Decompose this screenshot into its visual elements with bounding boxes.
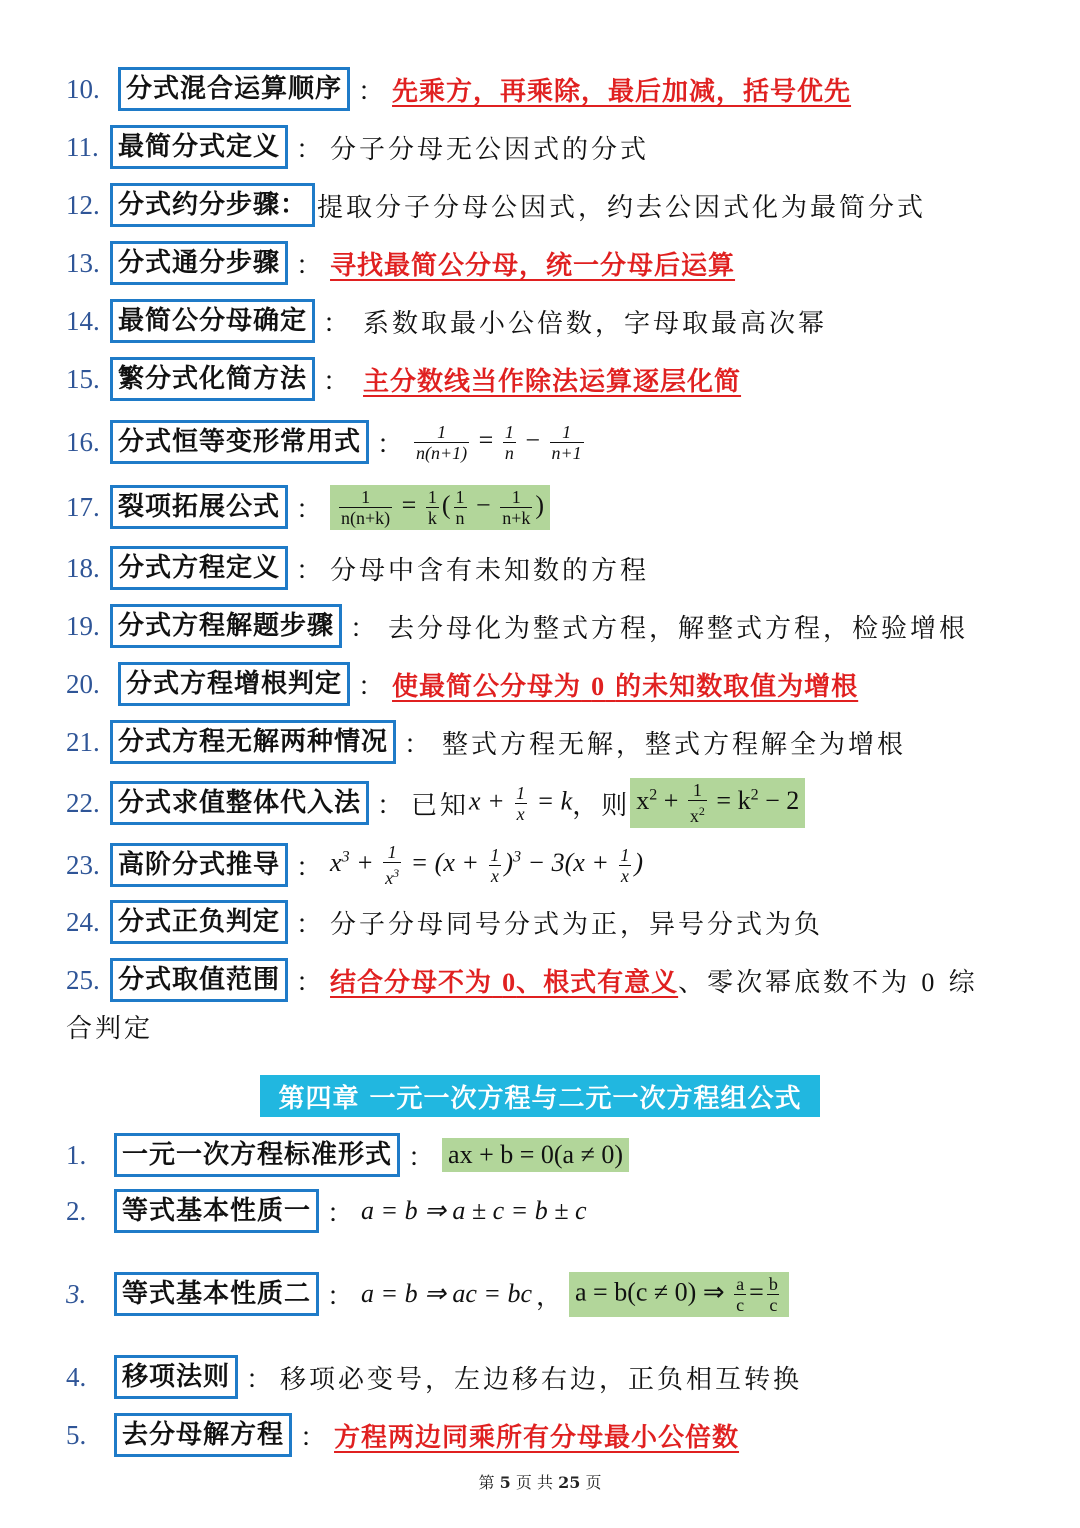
text-given: 已知 bbox=[411, 790, 470, 821]
chapter-item-5: 5. 去分母解方程 ： 方程两边同乘所有分母最小公倍数 bbox=[66, 1413, 1040, 1457]
item-18: 18. 分式方程定义 ： 分母中含有未知数的方程 bbox=[66, 546, 1040, 590]
item-desc: 移项必变号，左边移右边，正负相互转换 bbox=[280, 1364, 803, 1395]
item-term: 最简分式定义 bbox=[110, 125, 288, 169]
item-number: 25. bbox=[66, 964, 100, 995]
property-two-formula: a = b ⇒ ac = bc bbox=[361, 1279, 532, 1308]
item-17: 17. 裂项拓展公式 ： $\frac{1}{n(n+k)}$ = $\frac{1}{k}$ ( $\frac{1}{n}$ − $\frac{1}{n+k}$ ) bbox=[66, 480, 1040, 534]
item-desc: 、零次幂底数不为 0 综 bbox=[678, 967, 978, 998]
item-term: 等式基本性质二 bbox=[114, 1272, 319, 1316]
item-number: 5. bbox=[66, 1419, 87, 1450]
item-term: 分式方程定义 bbox=[110, 546, 288, 590]
item-number: 24. bbox=[66, 906, 100, 937]
standard-form-formula: ax + b = 0(a ≠ 0) bbox=[442, 1138, 629, 1172]
item-16: 16. 分式恒等变形常用式 ： $\frac{1}{n(n+1)}$ = $\frac{1}{n}$ − $\frac{1}{n+1}$ bbox=[66, 415, 1040, 469]
property-one-formula: a = b ⇒ a ± c = b ± c bbox=[361, 1196, 587, 1225]
item-number: 23. bbox=[66, 849, 100, 880]
page-footer: 第 5 页 共 25 页 bbox=[478, 1473, 602, 1492]
item-number: 10. bbox=[66, 73, 100, 104]
item-11: 11. 最简分式定义 ： 分子分母无公因式的分式 bbox=[66, 125, 1040, 169]
fraction: $\frac{1}{n(n+1)}$ bbox=[416, 421, 468, 463]
property-two-division: a = b(c ≠ 0) ⇒ $\frac{a}{c}$ = $\frac{b}{c}$ bbox=[569, 1272, 789, 1317]
item-21: 21. 分式方程无解两种情况 ： 整式方程无解，整式方程解全为增根 bbox=[66, 720, 1040, 764]
item-25: 25. 分式取值范围 ： 结合分母不为 0、根式有意义 、零次幂底数不为 0 综 bbox=[66, 958, 1040, 1002]
item-number: 18. bbox=[66, 552, 100, 583]
item-term: 分式通分步骤 bbox=[110, 241, 288, 285]
item-number: 1. bbox=[66, 1139, 87, 1170]
item-term: 分式取值范围 bbox=[110, 958, 288, 1002]
item-number: 4. bbox=[66, 1361, 87, 1392]
chapter-item-4: 4. 移项法则 ： 移项必变号，左边移右边，正负相互转换 bbox=[66, 1355, 1040, 1399]
item-14: 14. 最简公分母确定 ： 系数取最小公倍数，字母取最高次幂 bbox=[66, 299, 1040, 343]
item-number: 21. bbox=[66, 726, 100, 757]
item-desc-red: 结合分母不为 0、根式有意义 bbox=[330, 967, 679, 998]
item-term: 分式约分步骤： bbox=[110, 183, 315, 227]
item-desc: 主分数线当作除法运算逐层化简 bbox=[363, 366, 742, 397]
chapter-item-1: 1. 一元一次方程标准形式 ： ax + b = 0(a ≠ 0) bbox=[66, 1131, 1040, 1179]
item-number: 13. bbox=[66, 247, 100, 278]
item-term: 最简公分母确定 bbox=[110, 299, 315, 343]
fraction: $\frac{1}{n(n+k)}$ bbox=[341, 486, 391, 528]
item-desc: 使最简公分母为 0 的未知数取值为增根 bbox=[392, 671, 859, 702]
item-number: 15. bbox=[66, 363, 100, 394]
item-23: 23. 高阶分式推导 ： $x^3$ + $\frac{1}{x^3}$ = (x + $\frac{1}{x}$ )$^3$ − 3(x + $\frac{1}{x}$ ) bbox=[66, 842, 644, 888]
item-19: 19. 分式方程解题步骤 ： 去分母化为整式方程，解整式方程，检验增根 bbox=[66, 604, 1040, 648]
item-desc: 分子分母无公因式的分式 bbox=[330, 134, 650, 165]
item-term: 去分母解方程 bbox=[114, 1413, 292, 1457]
fraction: $\frac{1}{n+1}$ bbox=[551, 421, 582, 463]
chapter-item-2: 2. 等式基本性质一 ： a = b ⇒ a ± c = b ± c bbox=[66, 1189, 1040, 1233]
fraction: $\frac{1}{n}$ bbox=[455, 486, 465, 528]
item-number: 14. bbox=[66, 305, 100, 336]
cube-formula: $x^3$ + $\frac{1}{x^3}$ = (x + $\frac{1}{x}$ )$^3$ − 3(x + $\frac{1}{x}$ ) bbox=[330, 842, 644, 888]
item-term: 分式方程解题步骤 bbox=[110, 604, 342, 648]
chapter-title: 第四章 一元一次方程与二元一次方程组公式 bbox=[260, 1075, 820, 1117]
item-number: 20. bbox=[66, 668, 100, 699]
item-desc: 先乘方，再乘除，最后加减，括号优先 bbox=[392, 76, 852, 107]
item-15: 15. 繁分式化简方法 ： 主分数线当作除法运算逐层化简 bbox=[66, 357, 1040, 401]
item-term: 分式求值整体代入法 bbox=[110, 781, 369, 825]
item-term: 等式基本性质一 bbox=[114, 1189, 319, 1233]
item-24: 24. 分式正负判定 ： 分子分母同号分式为正，异号分式为负 bbox=[66, 900, 1040, 944]
item-term: 裂项拓展公式 bbox=[110, 485, 288, 529]
item-desc: 寻找最简公分母，统一分母后运算 bbox=[330, 250, 736, 281]
item-desc: 系数取最小公倍数，字母取最高次幂 bbox=[363, 308, 828, 339]
item-number: 16. bbox=[66, 426, 100, 457]
item-number: 11. bbox=[66, 131, 99, 162]
item-number: 19. bbox=[66, 610, 100, 641]
item-25-continuation: 合判定 bbox=[66, 1014, 154, 1044]
item-number: 2. bbox=[66, 1195, 87, 1226]
item-22: 22. 分式求值整体代入法 ： 已知 x + $\frac{1}{x}$ = k ，则 $x^2$ + $\frac{1}{x^2}$ = $k^2 - 2$ bbox=[66, 776, 1040, 830]
item-12 bbox=[66, 183, 1040, 227]
result-formula: $x^2$ + $\frac{1}{x^2}$ = $k^2 - 2$ bbox=[630, 778, 805, 828]
item-term: 移项法则 bbox=[114, 1355, 238, 1399]
identity-formula: $\frac{1}{n(n+1)}$ = $\frac{1}{n}$ − $\frac{1}{n+1}$ bbox=[416, 421, 582, 463]
item-number: 17. bbox=[66, 491, 100, 522]
fraction: $\frac{1}{n+k}$ bbox=[502, 486, 531, 528]
item-term: 分式正负判定 bbox=[110, 900, 288, 944]
item-term: 分式方程增根判定 bbox=[118, 662, 350, 706]
item-desc: 分子分母同号分式为正，异号分式为负 bbox=[330, 909, 824, 940]
item-13: 13. 分式通分步骤 ： 寻找最简公分母，统一分母后运算 bbox=[66, 241, 1040, 285]
item-desc: 方程两边同乘所有分母最小公倍数 bbox=[334, 1422, 740, 1453]
fraction: $\frac{1}{n}$ bbox=[504, 421, 514, 463]
item-term: 分式混合运算顺序 bbox=[118, 67, 350, 111]
chapter-item-3: 3. 等式基本性质二 ： a = b ⇒ ac = bc ， a = b(c ≠ 0) ⇒ $\frac{a}{c}$ = $\frac{b}{c}$ bbox=[66, 1266, 1040, 1322]
item-desc: 去分母化为整式方程，解整式方程，检验增根 bbox=[388, 613, 969, 644]
item-desc: 整式方程无解，整式方程解全为增根 bbox=[442, 729, 907, 760]
item-term: 分式方程无解两种情况 bbox=[110, 720, 396, 764]
item-desc: 分母中含有未知数的方程 bbox=[330, 555, 650, 586]
item-desc: 提取分子分母公因式，约去公因式化为最简分式 bbox=[317, 192, 927, 223]
text-then: ，则 bbox=[572, 790, 631, 821]
split-term-formula: $\frac{1}{n(n+k)}$ = $\frac{1}{k}$ ( $\frac{1}{n}$ − $\frac{1}{n+k}$ ) bbox=[330, 485, 550, 530]
item-term: 一元一次方程标准形式 bbox=[114, 1133, 400, 1177]
item-term: 高阶分式推导 bbox=[110, 843, 288, 887]
item-term: 分式恒等变形常用式 bbox=[110, 420, 369, 464]
item-term: 繁分式化简方法 bbox=[110, 357, 315, 401]
fraction: $\frac{1}{k}$ bbox=[427, 486, 437, 528]
given-formula: x + $\frac{1}{x}$ = k bbox=[469, 782, 573, 824]
item-20: 20. 分式方程增根判定 ： 使最简公分母为 0 的未知数取值为增根 bbox=[66, 662, 1040, 706]
item-number: 22. bbox=[66, 787, 100, 818]
item-number: 12. bbox=[66, 189, 100, 220]
item-10: 10. 分式混合运算顺序 ： 先乘方，再乘除，最后加减，括号优先 bbox=[66, 67, 1040, 111]
item-number: 3. bbox=[66, 1278, 87, 1309]
